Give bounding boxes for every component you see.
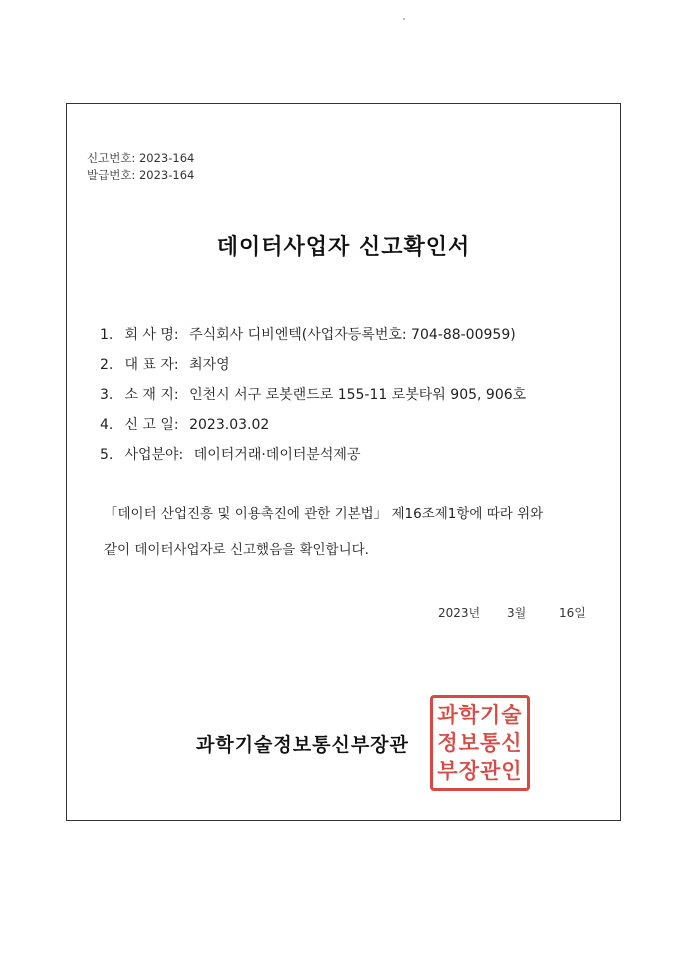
info-list <box>100 320 526 470</box>
item-number: 2. <box>100 357 114 373</box>
confirmation-line-2: 같이 데이터사업자로 신고했음을 확인합니다. <box>104 542 369 558</box>
info-item-company <box>100 320 526 350</box>
date-year: 2023년 <box>438 606 481 620</box>
scan-speck <box>403 18 405 20</box>
date-day: 16일 <box>559 606 586 620</box>
item-value: 최자영 <box>189 357 230 373</box>
item-number: 5. <box>100 447 114 463</box>
seal-line-1: 과학기술 <box>437 703 523 727</box>
item-value: 주식회사 디비엔텍(사업자등록번호: 704-88-00959) <box>189 327 516 343</box>
item-label: 회 사 명: <box>124 327 179 343</box>
item-number: 4. <box>100 417 114 433</box>
item-value: 인천시 서구 로봇랜드로 155-11 로봇타워 905, 906호 <box>189 387 527 403</box>
seal-line-2: 정보통신 <box>437 731 523 755</box>
item-label: 소 재 지: <box>124 387 179 403</box>
report-number: 신고번호: 2023-164 <box>87 151 195 165</box>
item-value: 2023.03.02 <box>189 417 270 433</box>
info-item-business-field <box>100 440 526 470</box>
document-meta <box>87 150 194 184</box>
item-value: 데이터거래·데이터분석제공 <box>193 447 361 463</box>
seal-line-3: 부장관인 <box>437 759 523 783</box>
item-number: 3. <box>100 387 114 403</box>
confirmation-text <box>104 496 604 568</box>
issue-number: 발급번호: 2023-164 <box>87 168 195 182</box>
date-month: 3월 <box>507 606 527 620</box>
info-item-ceo <box>100 350 526 380</box>
item-label: 사업분야: <box>124 447 184 463</box>
info-item-address <box>100 380 526 410</box>
issuer-name: 과학기술정보통신부장관 <box>196 734 409 756</box>
item-number: 1. <box>100 327 114 343</box>
document-title: 데이터사업자 신고확인서 <box>216 235 471 260</box>
info-item-report-date <box>100 410 526 440</box>
item-label: 대 표 자: <box>124 357 179 373</box>
item-label: 신 고 일: <box>124 417 179 433</box>
confirmation-line-1: 「데이터 산업진흥 및 이용촉진에 관한 기본법」 제16조제1항에 따라 위와 <box>104 506 544 522</box>
official-seal-stamp <box>430 695 530 791</box>
